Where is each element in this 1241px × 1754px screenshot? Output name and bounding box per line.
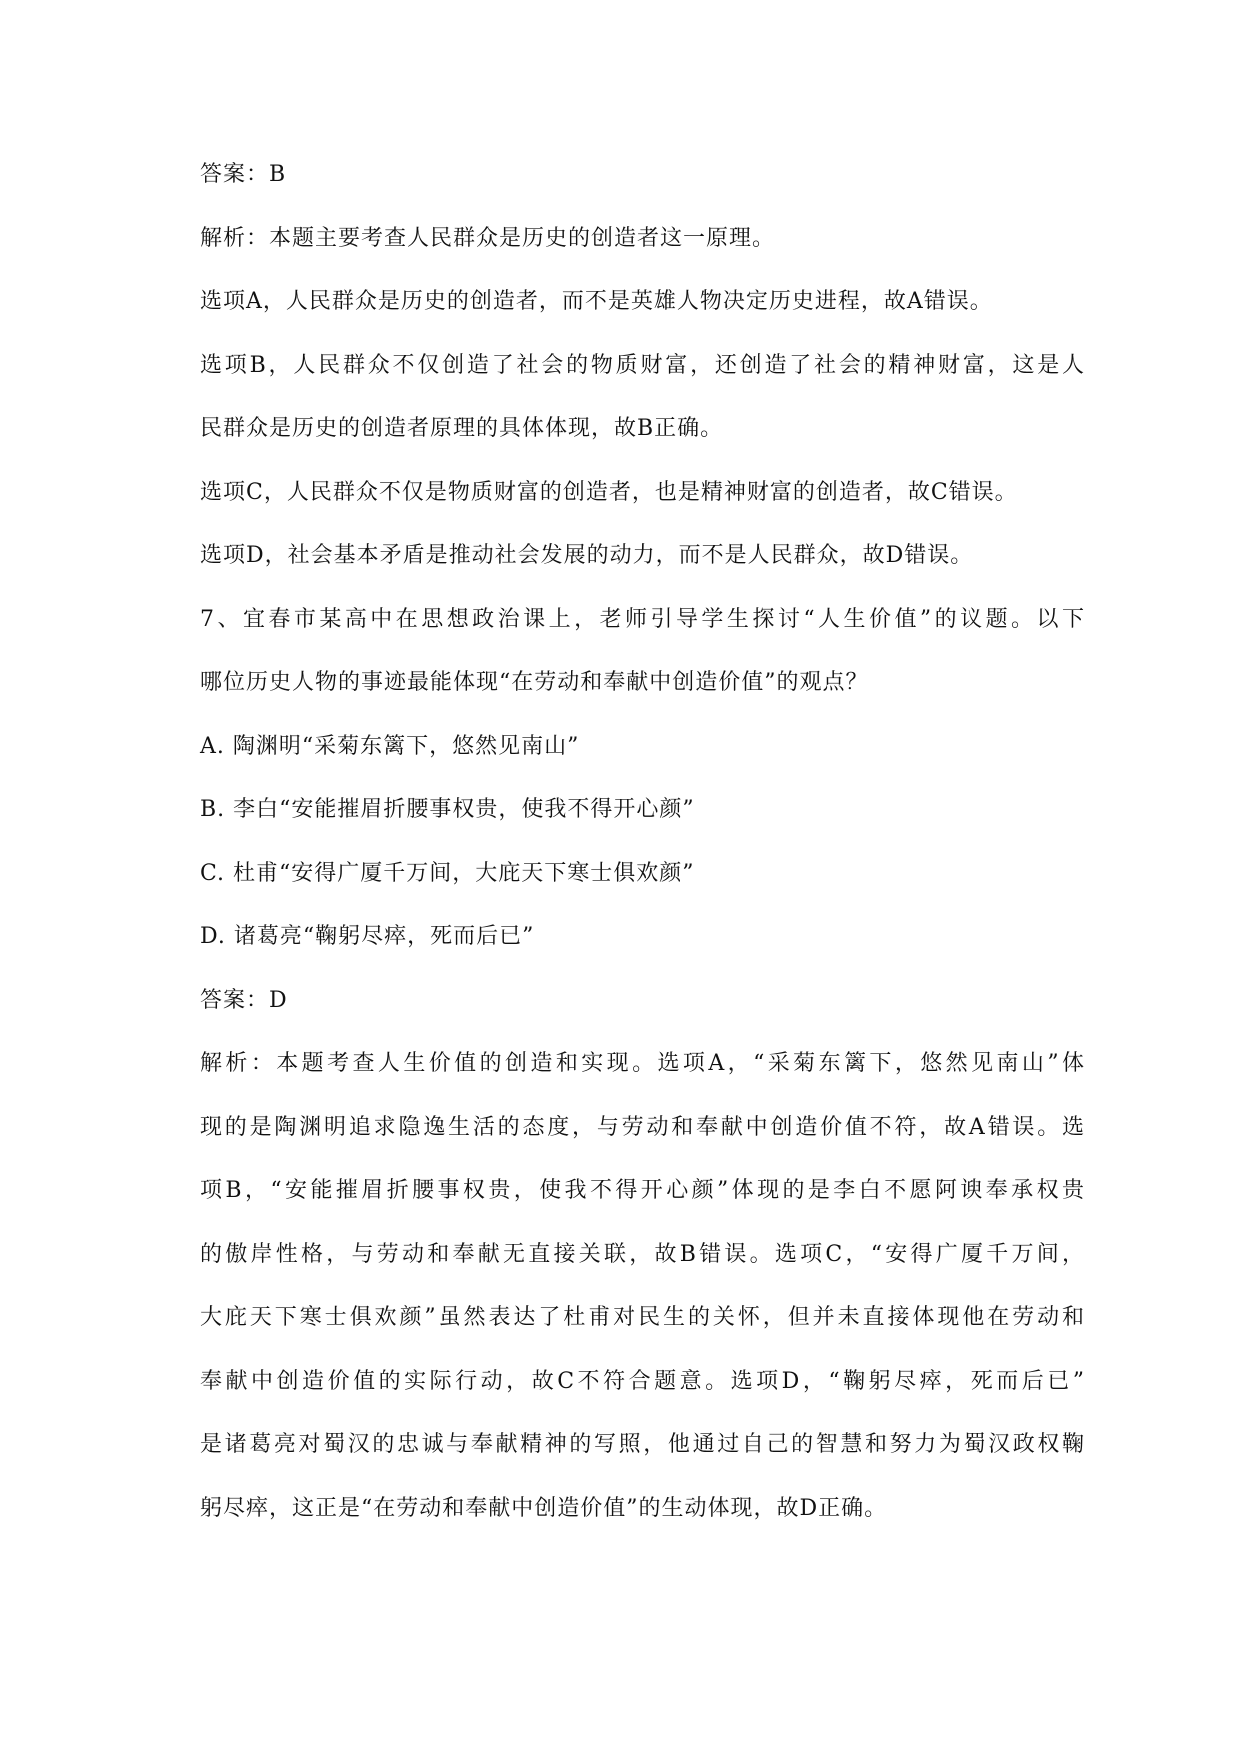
analysis-line: 躬尽瘁，这正是“在劳动和奉献中创造价值”的生动体现，故D正确。: [200, 1495, 888, 1521]
option-b: B. 李白“安能摧眉折腰事权贵，使我不得开心颜”: [200, 797, 695, 822]
answer-line: 答案：D: [200, 987, 288, 1013]
answer-line: 答案：B: [200, 162, 287, 187]
analysis-line: 奉献中创造价值的实际行动，故C不符合题意。选项D，“鞠躬尽瘁，死而后已”: [200, 1368, 1085, 1394]
analysis-line: 大庇天下寒士俱欢颜”虽然表达了杜甫对民生的关怀，但并未直接体现他在劳动和: [200, 1305, 1085, 1330]
option-d: D. 诸葛亮“鞠躬尽瘁，死而后已”: [200, 924, 535, 949]
analysis-line: 的傲岸性格，与劳动和奉献无直接关联，故B错误。选项C，“安得广厦千万间，: [200, 1241, 1085, 1267]
option-c: C. 杜甫“安得广厦千万间，大庇天下寒士俱欢颜”: [200, 860, 695, 886]
analysis-line: 选项B，人民群众不仅创造了社会的物质财富，还创造了社会的精神财富，这是人: [200, 352, 1085, 378]
question-line: 7、宜春市某高中在思想政治课上，老师引导学生探讨“人生价值”的议题。以下: [200, 606, 1085, 632]
question-line: 哪位历史人物的事迹最能体现“在劳动和奉献中创造价值”的观点？: [200, 670, 869, 695]
analysis-line: 选项A，人民群众是历史的创造者，而不是英雄人物决定历史进程，故A错误。: [200, 289, 993, 314]
analysis-line: 解析：本题主要考查人民群众是历史的创造者这一原理。: [200, 225, 776, 251]
analysis-line: 民群众是历史的创造者原理的具体体现，故B正确。: [200, 416, 724, 441]
analysis-line: 解析：本题考查人生价值的创造和实现。选项A，“采菊东篱下，悠然见南山”体: [200, 1051, 1085, 1076]
analysis-line: 选项D，社会基本矛盾是推动社会发展的动力，而不是人民群众，故D错误。: [200, 543, 974, 568]
analysis-line: 项B，“安能摧眉折腰事权贵，使我不得开心颜”体现的是李白不愿阿谀奉承权贵: [200, 1178, 1085, 1203]
analysis-line: 是诸葛亮对蜀汉的忠诚与奉献精神的写照，他通过自己的智慧和努力为蜀汉政权鞠: [200, 1432, 1085, 1457]
page-content: [200, 143, 1085, 1540]
analysis-line: 现的是陶渊明追求隐逸生活的态度，与劳动和奉献中创造价值不符，故A错误。选: [200, 1114, 1085, 1140]
analysis-line: 选项C，人民群众不仅是物质财富的创造者，也是精神财富的创造者，故C错误。: [200, 479, 1018, 505]
option-a: A. 陶渊明“采菊东篱下，悠然见南山”: [200, 733, 580, 759]
